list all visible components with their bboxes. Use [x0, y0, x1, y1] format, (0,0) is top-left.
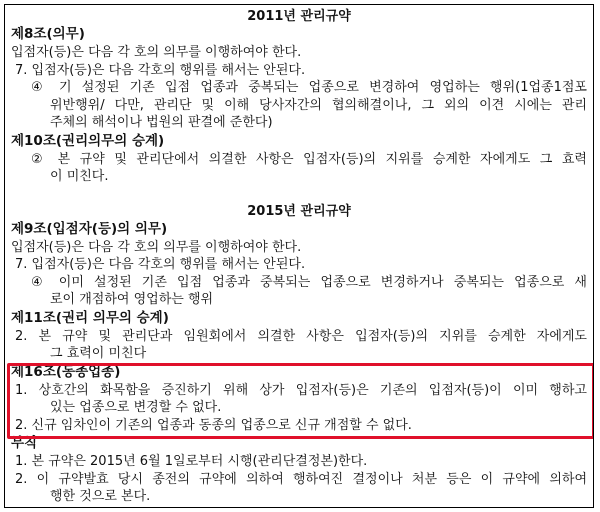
document-content	[11, 8, 587, 506]
article-10-heading: 제10조(권리의무의 승계)	[11, 132, 165, 149]
article-8-heading: 제8조(의무)	[11, 26, 85, 42]
article-16-item-1-line-2: 있는 업종으로 변경할 수 없다.	[50, 400, 222, 415]
supplementary-heading: 부칙	[11, 435, 38, 451]
article-9-item-7: 7. 입점자(등)은 다음 각호의 행위를 해서는 안된다.	[15, 257, 306, 272]
article-11-item-2-line-1: 2. 본 규약 및 관리단과 임원회에서 의결한 사항은 입점자(등)의 지위를 승계한 자에게도	[15, 328, 587, 344]
article-10-sub-2-line-2: 이 미친다.	[50, 169, 109, 184]
article-8-item-7: 7. 입점자(등)은 다음 각호의 행위를 해서는 안된다.	[15, 62, 306, 78]
article-16-heading: 제16조(동종업종)	[11, 363, 121, 380]
article-8-intro: 입점자(등)은 다음 각 호의 의무를 이행하여야 한다.	[11, 45, 302, 60]
title-2011: 2011년 관리규약	[247, 9, 351, 24]
article-9-sub-4-line-1: ④ 이미 설정된 기존 입점 업종과 중복되는 업종으로 변경하거나 중복되는 업종으로 새	[31, 274, 587, 290]
article-11-heading: 제11조(권리 의무의 승계)	[11, 309, 169, 326]
article-9-heading: 제9조(입점자(등)의 의무)	[11, 220, 168, 237]
article-10-sub-2-line-1: ② 본 규약 및 관리단에서 의결한 사항은 입점자(등)의 지위를 승계한 자에게도 그 효력	[31, 151, 587, 167]
article-8-sub-4-line-1: ④ 기 설정된 기존 입점 업종과 중복되는 업종으로 변경하여 영업하는 행위(1업종1점포	[31, 80, 587, 95]
article-9-intro: 입점자(등)은 다음 각 호의 의무를 이행하여야 한다.	[11, 239, 302, 255]
article-16-item-1-line-1: 1. 상호간의 화목함을 증진하기 위해 상가 입점자(등)은 기존의 입점자(등)이 이미 행하고	[15, 382, 587, 398]
article-8-sub-4-line-3: 주체의 해석이나 법원의 판결에 준한다)	[50, 115, 273, 130]
article-11-item-2-line-2: 그 효력이 미친다	[50, 346, 147, 361]
title-2015: 2015년 관리규약	[247, 203, 351, 219]
article-8-sub-4-line-2: 위반행위/ 다만, 관리단 및 이해 당사자간의 협의해결이나, 그 외의 이견 시에는 관리	[50, 97, 587, 113]
supplementary-item-2-line-2: 행한 것으로 본다.	[50, 489, 151, 504]
section-spacer	[11, 186, 587, 203]
supplementary-item-1: 1. 본 규약은 2015년 6월 1일로부터 시행(관리단결정본)한다.	[15, 454, 368, 469]
article-9-sub-4-line-2: 로이 개점하여 영업하는 행위	[50, 292, 214, 307]
article-16-item-2: 2. 신규 임차인이 기존의 업종과 동종의 업종으로 신규 개점할 수 없다.	[15, 417, 412, 433]
supplementary-item-2-line-1: 2. 이 규약발효 당시 종전의 규약에 의하여 행하여진 결정이나 처분 등은 이 규약에 의하여	[15, 471, 587, 487]
document-page	[4, 4, 594, 508]
